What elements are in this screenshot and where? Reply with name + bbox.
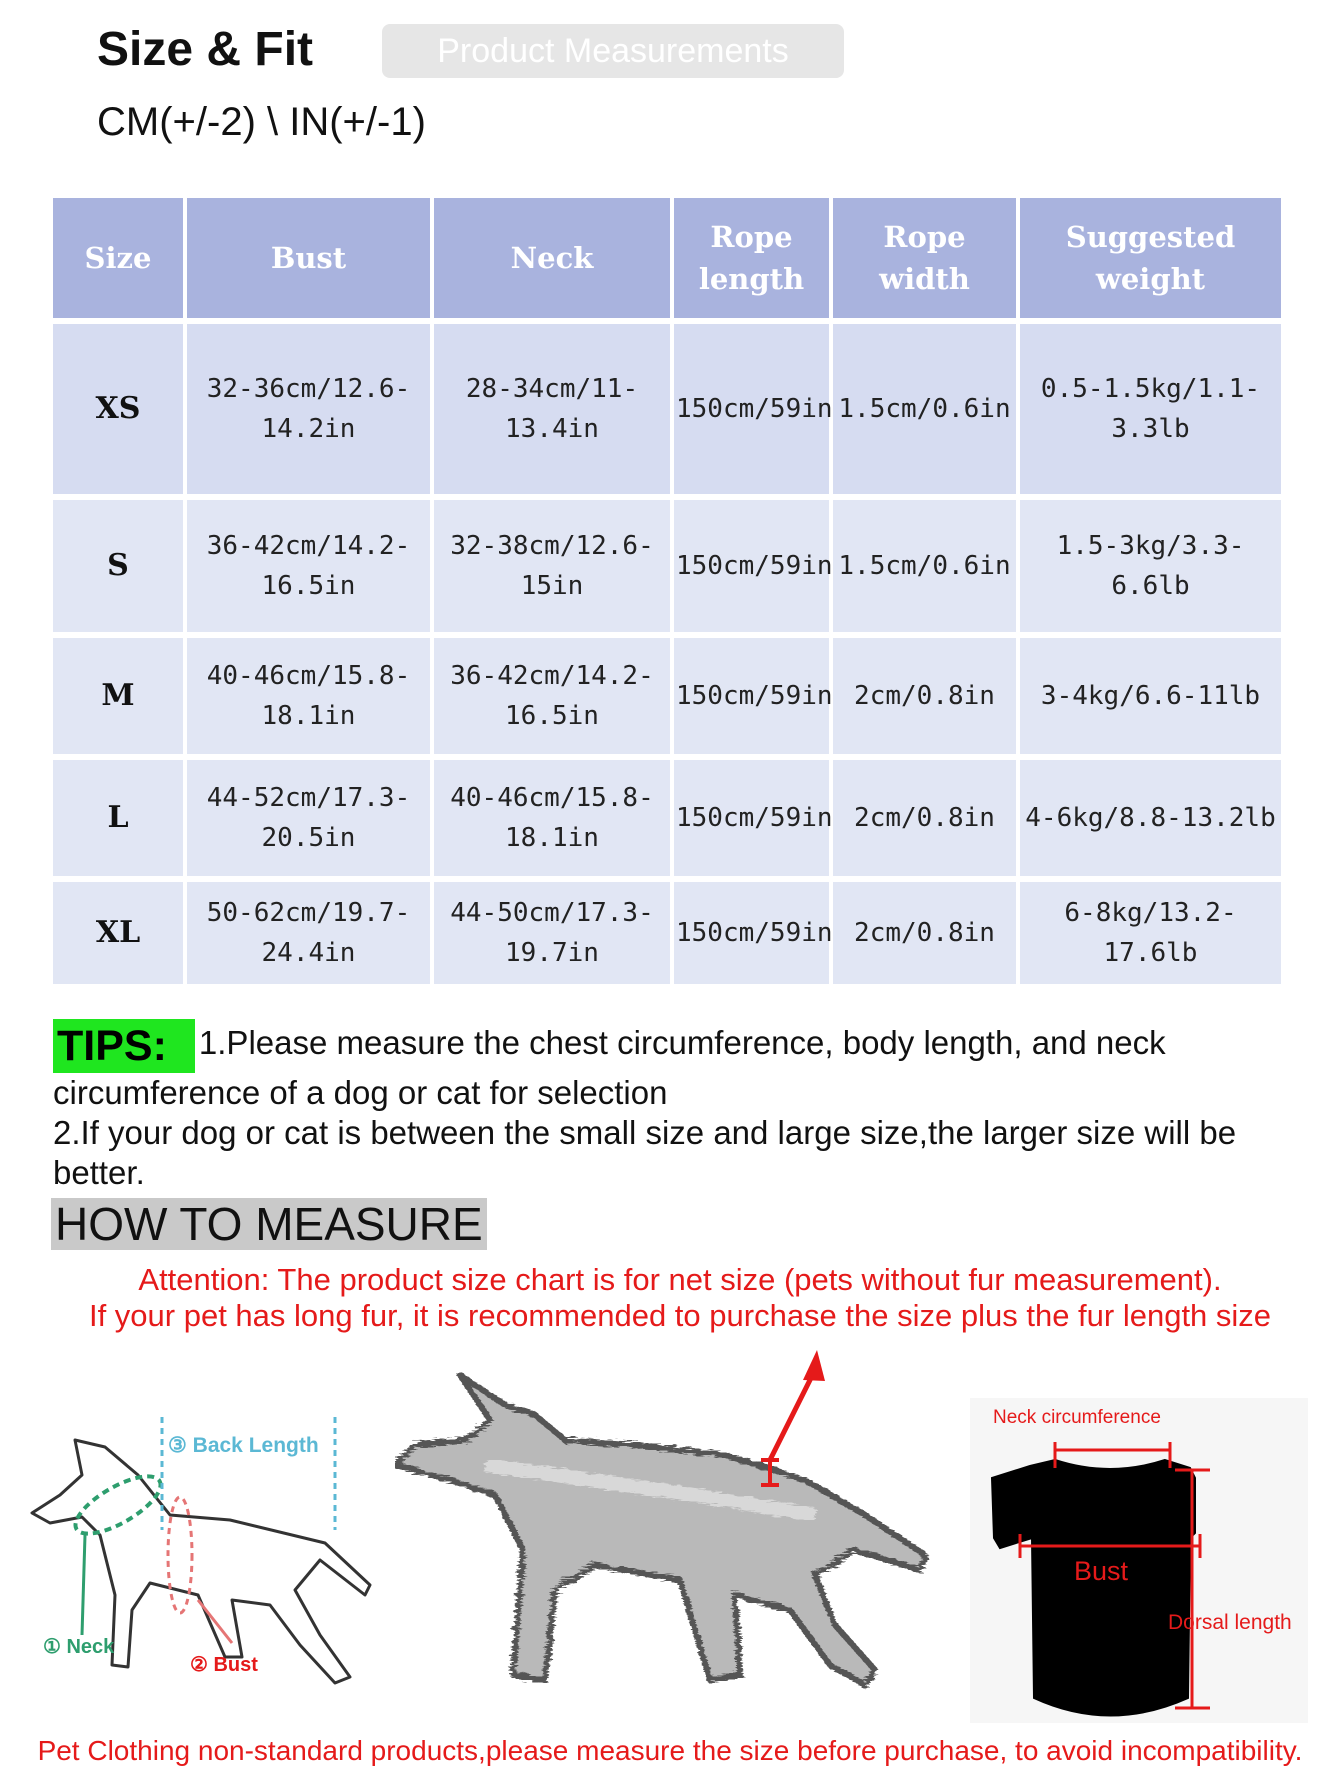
neck-cell: 32-38cm/12.6-15in [434, 500, 670, 638]
rope-width-cell: 1.5cm/0.6in [833, 500, 1016, 638]
shirt-bust-label: Bust [1074, 1556, 1129, 1586]
rope-length-cell: 150cm/59in [674, 638, 829, 760]
column-header-rope-length: Rope length [674, 198, 829, 324]
rope-width-cell: 2cm/0.8in [833, 760, 1016, 882]
bust-cell: 36-42cm/14.2-16.5in [187, 500, 430, 638]
neck-cell: 28-34cm/11-13.4in [434, 324, 670, 500]
column-header-bust: Bust [187, 198, 430, 324]
attention-line-2: If your pet has long fur, it is recommended to purchase the size plus the fur length size [88, 1298, 1272, 1333]
fur-arrow-shaft [770, 1370, 815, 1460]
bust-cell: 50-62cm/19.7-24.4in [187, 882, 430, 990]
tips-label: TIPS: [53, 1019, 195, 1073]
weight-cell: 4-6kg/8.8-13.2lb [1020, 760, 1281, 882]
rope-length-cell: 150cm/59in [674, 882, 829, 990]
weight-cell: 6-8kg/13.2-17.6lb [1020, 882, 1281, 990]
neck-cell: 40-46cm/15.8-18.1in [434, 760, 670, 882]
size-cell: L [53, 760, 183, 882]
furry-dog-shape [395, 1375, 925, 1685]
bust-cell: 44-52cm/17.3-20.5in [187, 760, 430, 882]
size-cell: M [53, 638, 183, 760]
shirt-dorsal-label: Dorsal length [1168, 1611, 1292, 1634]
fur-dog-illustration [395, 1345, 935, 1725]
rope-width-cell: 2cm/0.8in [833, 638, 1016, 760]
neck-cell: 44-50cm/17.3-19.7in [434, 882, 670, 990]
neck-pointer-line [82, 1535, 85, 1635]
footer-note: Pet Clothing non-standard products,please measure the size before purchase, to avoid incompatibility. [37, 1735, 1303, 1766]
rope-width-cell: 1.5cm/0.6in [833, 324, 1016, 500]
table-row [53, 638, 1281, 760]
bust-label: ② Bust [190, 1654, 258, 1676]
weight-cell: 0.5-1.5kg/1.1-3.3lb [1020, 324, 1281, 500]
size-cell: XL [53, 882, 183, 990]
size-cell: S [53, 500, 183, 638]
column-header-neck: Neck [434, 198, 670, 324]
table-row [53, 882, 1281, 990]
how-to-measure-heading: HOW TO MEASURE [51, 1198, 487, 1250]
fur-arrow-head-icon [803, 1350, 825, 1381]
table-row [53, 324, 1281, 500]
bust-cell: 40-46cm/15.8-18.1in [187, 638, 430, 760]
table-row [53, 760, 1281, 882]
table-row [53, 500, 1281, 638]
attention-line-1: Attention: The product size chart is for net size (pets without fur measurement). [138, 1262, 1222, 1297]
column-header-rope-width: Rope width [833, 198, 1016, 324]
tip-1: 1.Please measure the chest circumference, body length, and neck circumference of a dog or cat for selection [53, 1024, 1166, 1111]
table-header-row [53, 198, 1281, 324]
weight-cell: 3-4kg/6.6-11lb [1020, 638, 1281, 760]
rope-length-cell: 150cm/59in [674, 760, 829, 882]
column-header-size: Size [53, 198, 183, 324]
neck-cell: 36-42cm/14.2-16.5in [434, 638, 670, 760]
measurement-tolerance: CM(+/-2) \ IN(+/-1) [97, 100, 426, 144]
attention-note [40, 1262, 1320, 1334]
neck-label: ① Neck [43, 1636, 115, 1658]
column-header-suggested-weight: Suggested weight [1020, 198, 1281, 324]
rope-length-cell: 150cm/59in [674, 324, 829, 500]
neck-measure-ring [67, 1465, 168, 1544]
shirt-illustration-panel [970, 1398, 1308, 1723]
shirt-neck-label: Neck circumference [993, 1407, 1161, 1428]
rope-length-cell: 150cm/59in [674, 500, 829, 638]
rope-width-cell: 2cm/0.8in [833, 882, 1016, 990]
weight-cell: 1.5-3kg/3.3-6.6lb [1020, 500, 1281, 638]
tip-2: 2.If your dog or cat is between the small size and large size,the larger size will be better. [53, 1114, 1237, 1191]
tips-section [53, 1019, 1293, 1193]
page-title: Size & Fit [97, 23, 314, 76]
back-length-label: ③ Back Length [168, 1434, 319, 1457]
product-measurements-badge: Product Measurements [382, 24, 844, 78]
size-chart-table [49, 198, 1285, 990]
size-cell: XS [53, 324, 183, 500]
bust-cell: 32-36cm/12.6-14.2in [187, 324, 430, 500]
